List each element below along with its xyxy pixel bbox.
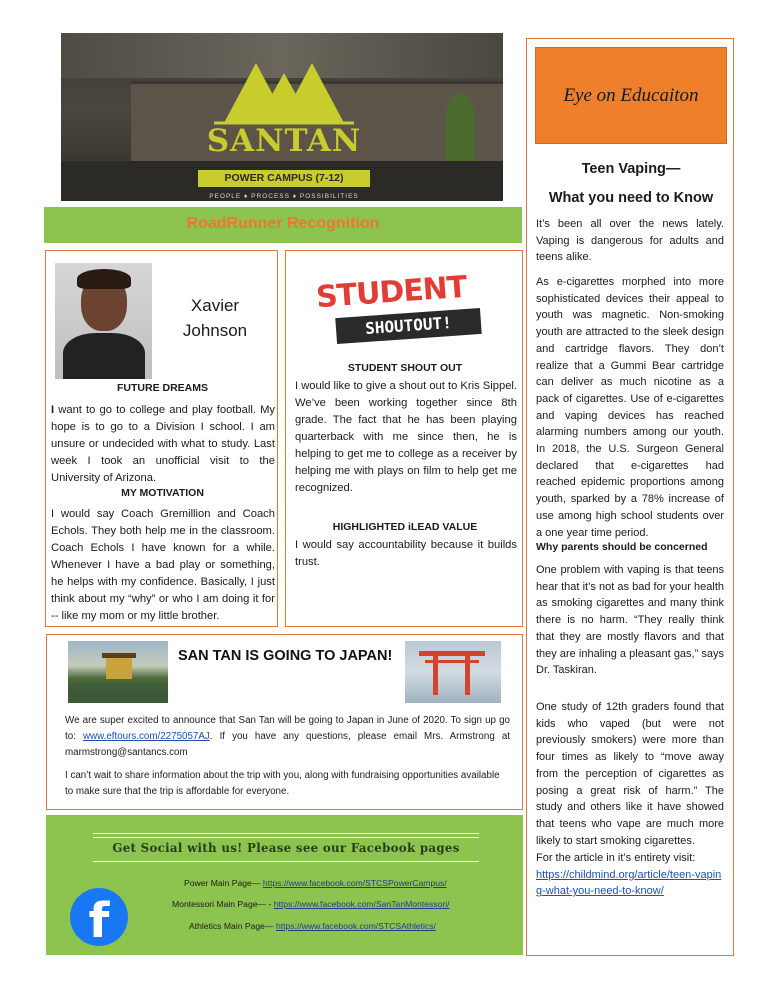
- montessori-page-label: Montessori Main Page— -: [172, 899, 274, 909]
- article-title-line-1: Teen Vaping—: [581, 161, 681, 177]
- montessori-page-row: [172, 899, 450, 909]
- santan-logo: [194, 55, 374, 200]
- graphic-word-student: STUDENT: [314, 269, 468, 316]
- divider-top: [93, 833, 479, 834]
- logo-name: SANTAN: [206, 123, 362, 159]
- shoutout-box: [285, 250, 523, 627]
- japan-paragraph-1: [65, 713, 510, 761]
- japan-contact-text: . If you have any questions, please email Mrs. Armstrong at marmstrong@santancs.com: [65, 731, 510, 758]
- future-dreams-heading: FUTURE DREAMS: [117, 382, 208, 394]
- motivation-text: I would say Coach Gremillion and Coach Echols. They both help me in the classroom. Coach Echols I have known for a while. Whenever I have a bad play or something, he helps with my confidence. Basically, I just think about my “why” or who I am doing it for -- like my mom or my little brother.: [51, 508, 275, 622]
- divider-bottom: [93, 861, 479, 862]
- eye-on-education-title: Eye on Educaiton: [535, 47, 727, 144]
- japan-title: SAN TAN IS GOING TO JAPAN!: [178, 648, 393, 664]
- article-title-line-2: What you need to Know: [548, 190, 714, 206]
- athletics-page-label: Athletics Main Page—: [189, 921, 276, 931]
- athletics-page-link[interactable]: https://www.facebook.com/STCSAthletics/: [275, 921, 436, 931]
- student-last-name: Johnson: [182, 321, 248, 340]
- student-name: [152, 293, 278, 343]
- article-paragraph-2: As e-cigarettes morphed into more sophisticated devices their appeal to youth was magnetic. Non-smoking youth are attracted to the sleek design and cartridge flavors. They don’t realize that a Gummi Bear cartridge can deliver as much nicotine as a pack of cigarettes. Use of e-cigarettes and vaping devices has reached alarming numbers among our youth. In 2018, the U.S. Surgeon General declared that e-cigarettes had reached epidemic proportions among youth, sparked by a 78% increase of use among high school students over a one year time period.: [536, 276, 724, 539]
- student-photo: [55, 263, 152, 379]
- logo-campus-bar: POWER CAMPUS (7-12): [198, 170, 370, 187]
- mountain-logo-icon: [194, 55, 374, 125]
- japan-signup-text: We are super excited to announce that San Tan will be going to Japan in June of 2020. To sign up go to:: [65, 715, 510, 742]
- power-page-label: Power Main Page—: [184, 878, 263, 888]
- ilead-value-text: I would say accountability because it builds trust.: [295, 539, 517, 568]
- student-profile-box: [45, 250, 278, 627]
- article-paragraph-3: One problem with vaping is that teens hear that it’s not as bad for your health as smoking cigarettes and many think there is no harm. “They really think that they are mostly flavors and that they are inhaling a pleasant gas,” says Dr. Taskiran.: [536, 564, 724, 677]
- ilead-value-heading: HIGHLIGHTED iLEAD VALUE: [332, 521, 478, 533]
- recognition-banner: RoadRunner Recognition: [44, 207, 522, 243]
- eftours-link[interactable]: www.eftours.com/2275057AJ: [82, 731, 210, 742]
- student-shoutout-graphic: [314, 269, 476, 353]
- article-source-text: For the article in it’s entirety visit:: [536, 852, 696, 864]
- motivation-heading: MY MOTIVATION: [121, 487, 204, 499]
- article-subheading: Why parents should be concerned: [536, 541, 708, 553]
- shoutout-text: I would like to give a shout out to Kris Sippel. We’ve been working together since 8th grade. The fact that he has been playing quarterback with me since then, he is helping to get me to college as a receiver by helping me with plays on film to help get me recognized.: [295, 380, 518, 494]
- eye-on-education-sidebar: [526, 38, 734, 956]
- japan-trip-box: [46, 634, 523, 810]
- graphic-word-shoutout: SHOUTOUT!: [335, 308, 481, 344]
- shoutout-heading: STUDENT SHOUT OUT: [347, 362, 463, 374]
- divider-top-2: [93, 837, 479, 838]
- torii-gate-photo: [405, 641, 501, 703]
- montessori-page-link[interactable]: https://www.facebook.com/SanTanMontessori/: [273, 899, 450, 909]
- future-dreams-text: [51, 402, 275, 487]
- logo-tagline: PEOPLE ♦ PROCESS ♦ POSSIBILITIES: [209, 193, 359, 200]
- facebook-icon[interactable]: f: [70, 888, 128, 946]
- japan-paragraph-2: I can’t wait to share information about the trip with you, along with fundraising opportunities available to make sure that the trip is affordable for everyone.: [65, 770, 500, 797]
- article-paragraph-1: It’s been all over the news lately. Vaping is dangerous for adults and teens alike.: [536, 218, 724, 264]
- future-dreams-body: want to go to college and play football. My hope is to go to a Division I school. I am unsure or undecided with what to study. Last week I took an unofficial visit to the University of Arizona.: [51, 404, 275, 484]
- school-banner-photo: [61, 33, 503, 201]
- power-page-row: [184, 878, 447, 888]
- power-page-link[interactable]: https://www.facebook.com/STCSPowerCampus/: [262, 878, 447, 888]
- golden-pavilion-photo: [68, 641, 168, 703]
- article-paragraph-4: One study of 12th graders found that kids who vaped (but were not previously smokers) were more than four times as likely to “move away from the perception of cigarettes as posing a great risk of harm.” The study and others like it have showed that teens who vape are much more likely to start smoking cigarettes.: [536, 701, 724, 847]
- athletics-page-row: [189, 921, 436, 931]
- social-heading: Get Social with us! Please see our Facebook pages: [112, 841, 460, 855]
- article-paragraph-5: [536, 850, 724, 900]
- student-first-name: Xavier: [190, 296, 240, 315]
- childmind-link[interactable]: https://childmind.org/article/teen-vaping-what-you-need-to-know/: [536, 868, 722, 898]
- social-media-box: [46, 815, 523, 955]
- dropcap-letter: I: [51, 404, 55, 416]
